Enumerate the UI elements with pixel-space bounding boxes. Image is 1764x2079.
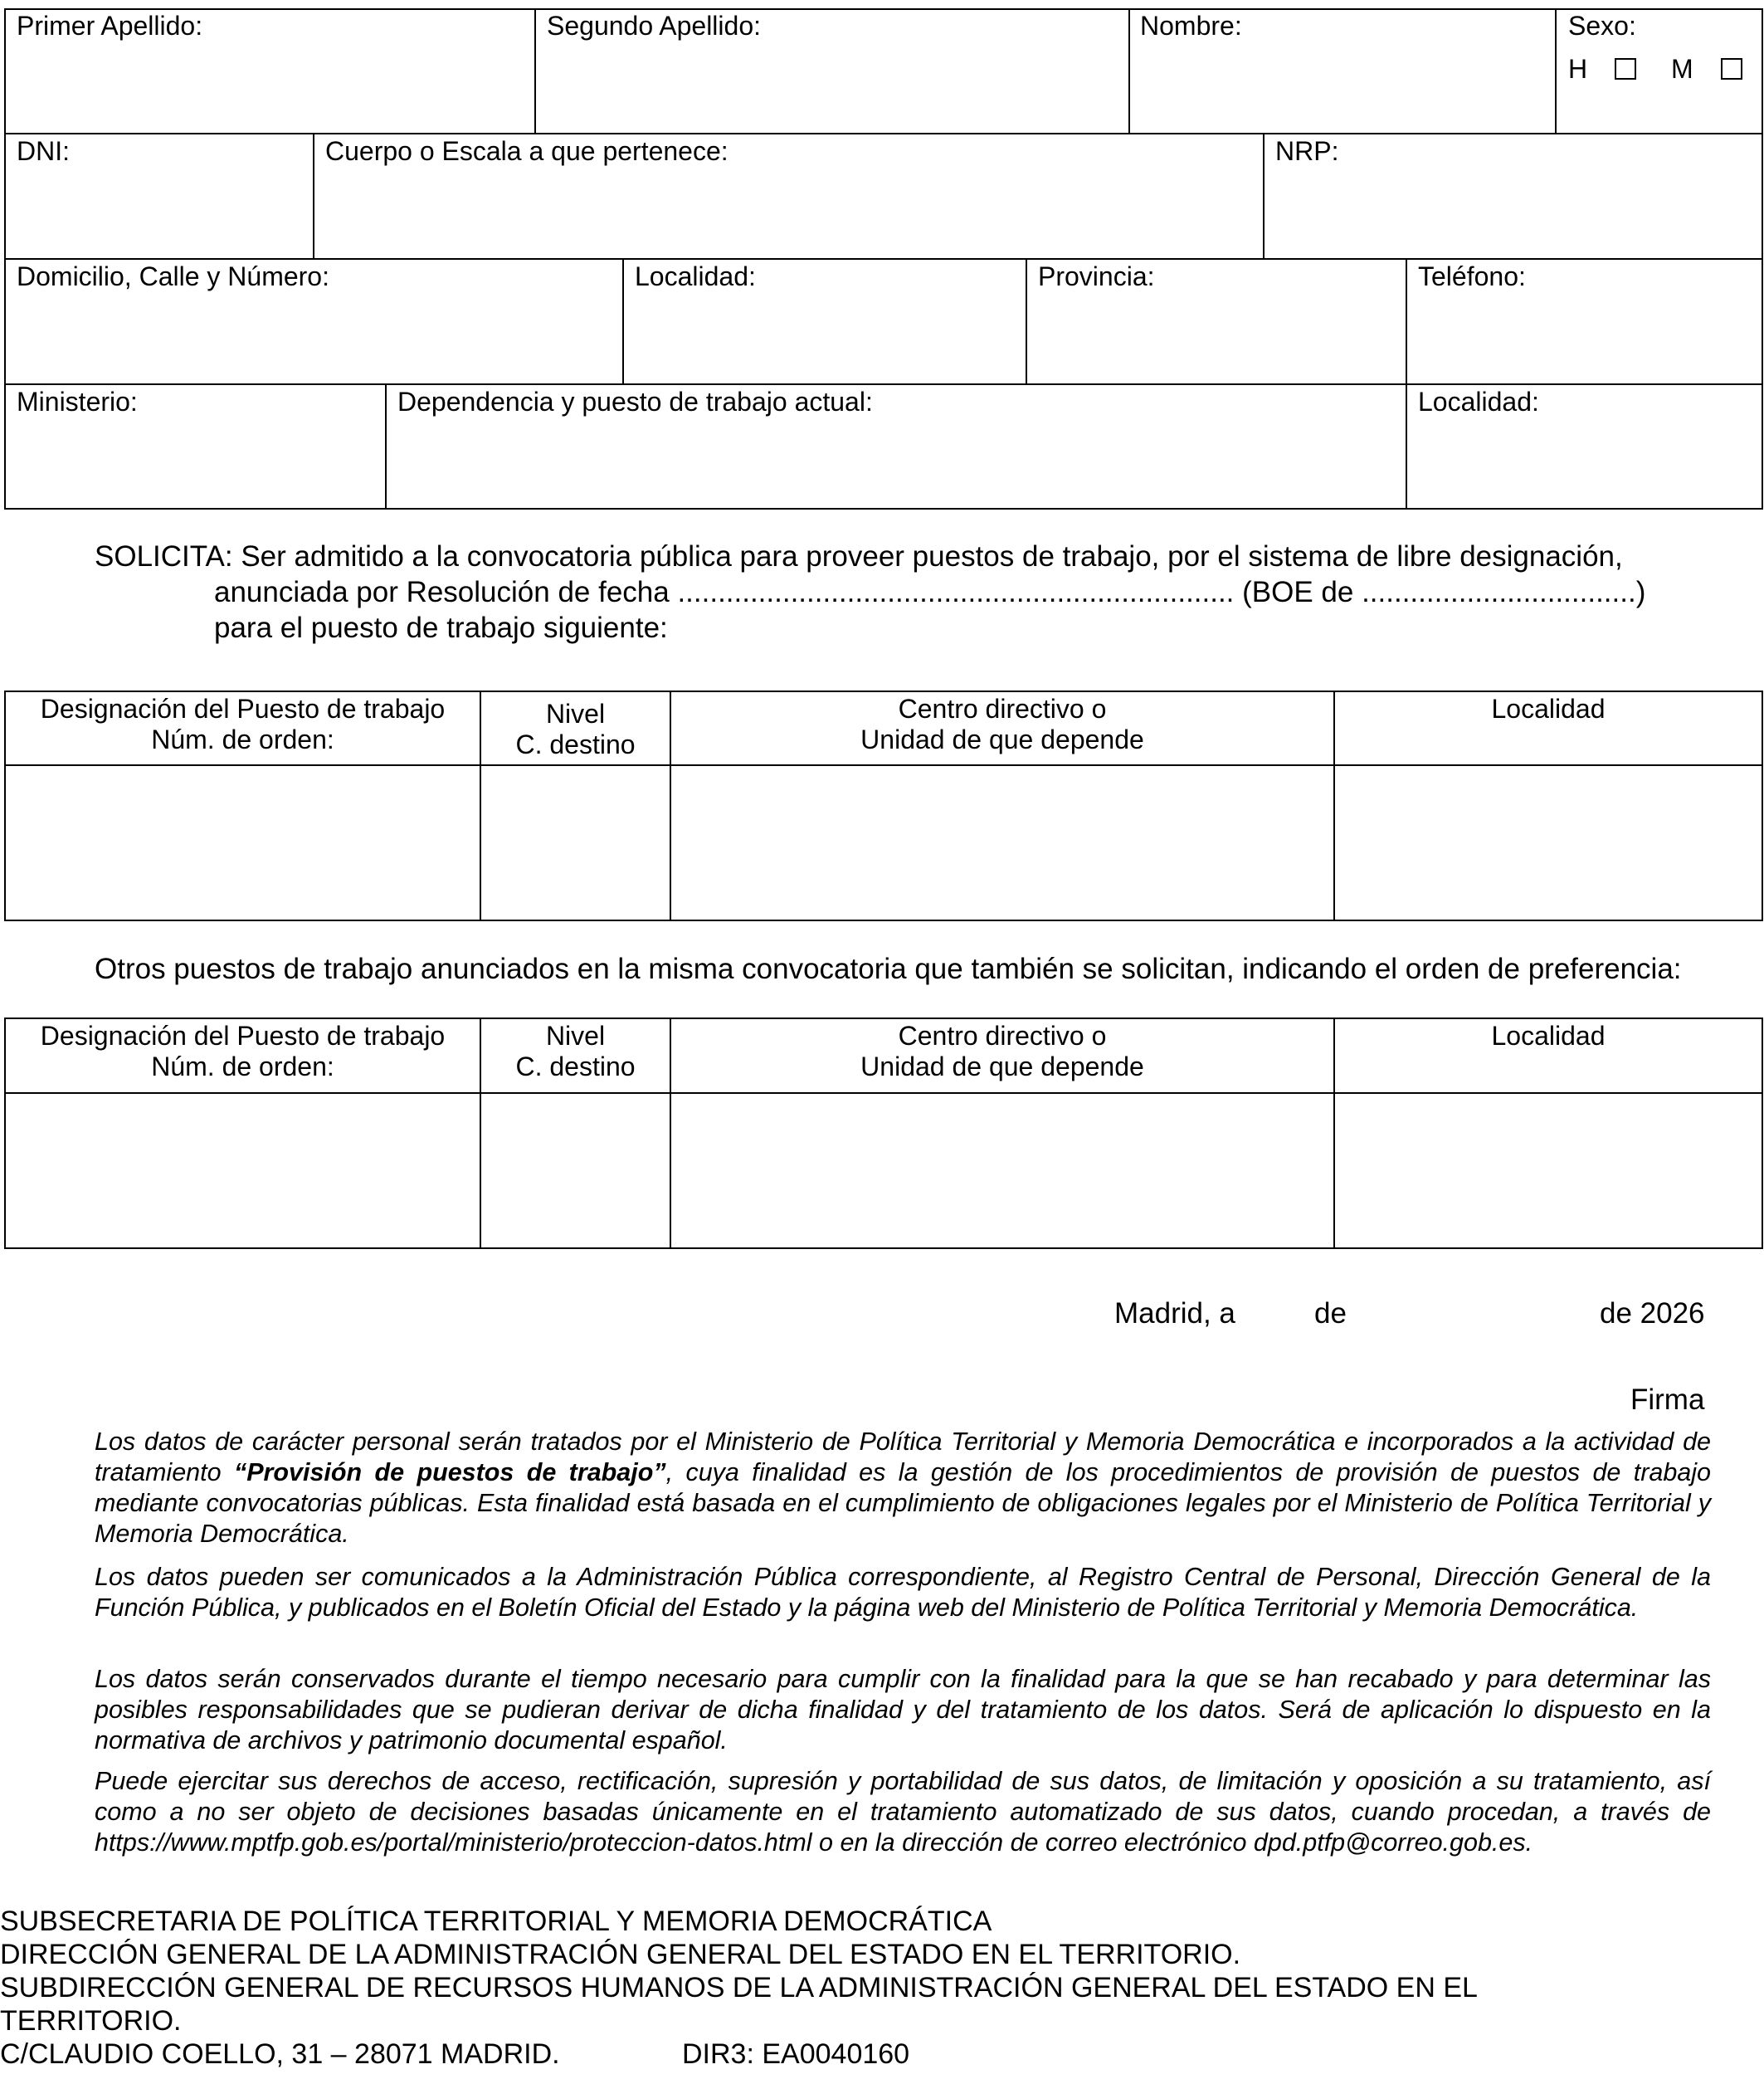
row-divider xyxy=(4,383,1763,385)
col-header-nivel xyxy=(481,1021,670,1082)
nrp-label: NRP: xyxy=(1275,136,1339,166)
col-header-designacion xyxy=(6,1021,480,1082)
dependencia-label: Dependencia y puesto de trabajo actual: xyxy=(397,387,873,417)
col-header-centro xyxy=(671,1021,1333,1082)
col-header-nivel xyxy=(481,699,670,760)
row-divider xyxy=(4,133,1763,134)
provincia-label: Provincia: xyxy=(1038,261,1155,291)
cell-centro[interactable] xyxy=(672,1095,1332,1247)
header-line: Nivel xyxy=(545,699,606,729)
sexo-h-option xyxy=(1568,53,1636,85)
col-header-designacion xyxy=(6,694,480,755)
header-line: Nivel xyxy=(545,1021,606,1051)
cell-localidad[interactable] xyxy=(1336,1095,1761,1247)
localidad-label: Localidad: xyxy=(635,261,756,291)
ministerio-label: Ministerio: xyxy=(17,387,138,417)
sexo-h-checkbox[interactable] xyxy=(1615,58,1636,80)
madrid-date-label: Madrid, a xyxy=(1114,1297,1235,1330)
footer-line-4: TERRITORIO. xyxy=(0,2005,182,2037)
col-divider xyxy=(1263,133,1265,259)
col-divider xyxy=(1128,8,1130,134)
sexo-m-checkbox[interactable] xyxy=(1721,58,1742,80)
col-divider xyxy=(313,133,314,259)
cuerpo-label: Cuerpo o Escala a que pertenece: xyxy=(325,136,729,166)
col-header-localidad xyxy=(1335,694,1762,725)
solicita-line-1: SOLICITA: Ser admitido a la convocatoria pública para proveer puestos de trabajo, por el sistema de libre designación, xyxy=(95,540,1623,573)
year-label: de 2026 xyxy=(1600,1297,1705,1330)
col-divider xyxy=(1555,8,1557,134)
cell-localidad[interactable] xyxy=(1336,767,1761,920)
solicita-line-2: anunciada por Resolución de fecha ..................................................................... (BOE de ..................................) xyxy=(214,576,1646,608)
header-line: Designación del Puesto de trabajo xyxy=(40,1021,446,1051)
header-line: Centro directivo o xyxy=(898,694,1107,724)
cell-nivel[interactable] xyxy=(482,1095,668,1247)
col-header-centro xyxy=(671,694,1333,755)
firma-label: Firma xyxy=(1630,1384,1705,1416)
col-divider xyxy=(1333,1018,1335,1249)
cell-nivel[interactable] xyxy=(482,767,668,920)
solicita-line-3: para el puesto de trabajo siguiente: xyxy=(214,612,668,644)
date-de-label: de xyxy=(1314,1297,1347,1330)
dni-label: DNI: xyxy=(17,136,70,166)
sexo-h-label: H xyxy=(1568,54,1588,84)
telefono-label: Teléfono: xyxy=(1418,261,1526,291)
header-line: Centro directivo o xyxy=(898,1021,1107,1051)
footer-line-2: DIRECCIÓN GENERAL DE LA ADMINISTRACIÓN GENERAL DEL ESTADO EN EL TERRITORIO. xyxy=(0,1939,1241,1970)
col-divider xyxy=(1333,691,1335,921)
header-line: Localidad xyxy=(1491,1021,1606,1051)
header-line: Unidad de que depende xyxy=(860,725,1144,754)
cell-designacion[interactable] xyxy=(7,1095,478,1247)
activity-name: “Provisión de puestos de trabajo” xyxy=(233,1458,666,1486)
col-divider xyxy=(1406,258,1407,384)
privacy-text: Los datos de carácter personal serán tratados por el Ministerio de Política Territorial y Memoria Democrática e incorporados a la actividad de tratamiento xyxy=(95,1427,1711,1486)
col-divider xyxy=(1026,258,1027,384)
otros-puestos-text: Otros puestos de trabajo anunciados en la misma convocatoria que también se solicitan, indicando el orden de preferencia: xyxy=(95,953,1682,985)
col-divider xyxy=(1406,383,1407,510)
privacy-paragraph-3: Los datos serán conservados durante el tiempo necesario para cumplir con la finalidad para la que se han recabado y para determinar las posibles responsabilidades que se pudieran derivar de dicha finalidad y del tratamiento de los datos. Será de aplicación lo dispuesto en la normativa de archivos y patrimonio documental español. xyxy=(95,1665,1711,1754)
header-divider xyxy=(4,764,1763,766)
header-line: C. destino xyxy=(515,730,636,759)
header-line: Unidad de que depende xyxy=(860,1052,1144,1081)
col-divider xyxy=(622,258,624,384)
privacy-paragraph-4: Puede ejercitar sus derechos de acceso, rectificación, supresión y portabilidad de sus datos, de limitación y oposición a su tratamiento, así como a no ser objeto de decisiones basadas únicamente en el tratamiento automatizado de sus datos, cuando procedan, a través de https://www.mptfp.gob.es/portal/ministerio/proteccion-datos.html o en la dirección de correo electrónico dpd.ptfp@correo.gob.es. xyxy=(95,1767,1711,1857)
header-line: Designación del Puesto de trabajo xyxy=(40,694,446,724)
col-divider xyxy=(534,8,536,134)
privacy-paragraph-1 xyxy=(95,1427,1711,1549)
header-line: Núm. de orden: xyxy=(151,725,334,754)
sexo-label: Sexo: xyxy=(1568,11,1636,41)
col-header-localidad xyxy=(1335,1021,1762,1052)
segundo-apellido-label: Segundo Apellido: xyxy=(547,11,761,41)
localidad-actual-label: Localidad: xyxy=(1418,387,1539,417)
footer-line-3: SUBDIRECCIÓN GENERAL DE RECURSOS HUMANOS DE LA ADMINISTRACIÓN GENERAL DEL ESTADO EN EL xyxy=(0,1972,1478,2003)
domicilio-label: Domicilio, Calle y Número: xyxy=(17,261,329,291)
header-divider xyxy=(4,1092,1763,1094)
header-line: Localidad xyxy=(1491,694,1606,724)
footer-street-address: C/CLAUDIO COELLO, 31 – 28071 MADRID. xyxy=(0,2038,560,2070)
col-divider xyxy=(385,383,387,510)
privacy-paragraph-2: Los datos pueden ser comunicados a la Administración Pública correspondiente, al Registro Central de Personal, Dirección General de la Función Pública, y publicados en el Boletín Oficial del Estado y la página web del Ministerio de Política Territorial y Memoria Democrática. xyxy=(95,1563,1711,1622)
header-line: Núm. de orden: xyxy=(151,1052,334,1081)
nombre-label: Nombre: xyxy=(1140,11,1242,41)
cell-centro[interactable] xyxy=(672,767,1332,920)
sexo-m-option xyxy=(1671,53,1742,85)
privacy-text: , cuya finalidad es la gestión de los procedimientos de provisión de puestos de trabajo mediante convocatorias públicas. Esta finalidad está basada en el cumplimiento de obligaciones legales por el Ministerio de Política Territorial y Memoria Democrática. xyxy=(95,1458,1711,1548)
cell-designacion[interactable] xyxy=(7,767,478,920)
footer-line-1: SUBSECRETARIA DE POLÍTICA TERRITORIAL Y MEMORIA DEMOCRÁTICA xyxy=(0,1906,992,1937)
footer-dir3-code: DIR3: EA0040160 xyxy=(682,2038,910,2070)
row-divider xyxy=(4,258,1763,260)
header-line: C. destino xyxy=(515,1052,636,1081)
primer-apellido-label: Primer Apellido: xyxy=(17,11,203,41)
sexo-m-label: M xyxy=(1671,54,1693,84)
